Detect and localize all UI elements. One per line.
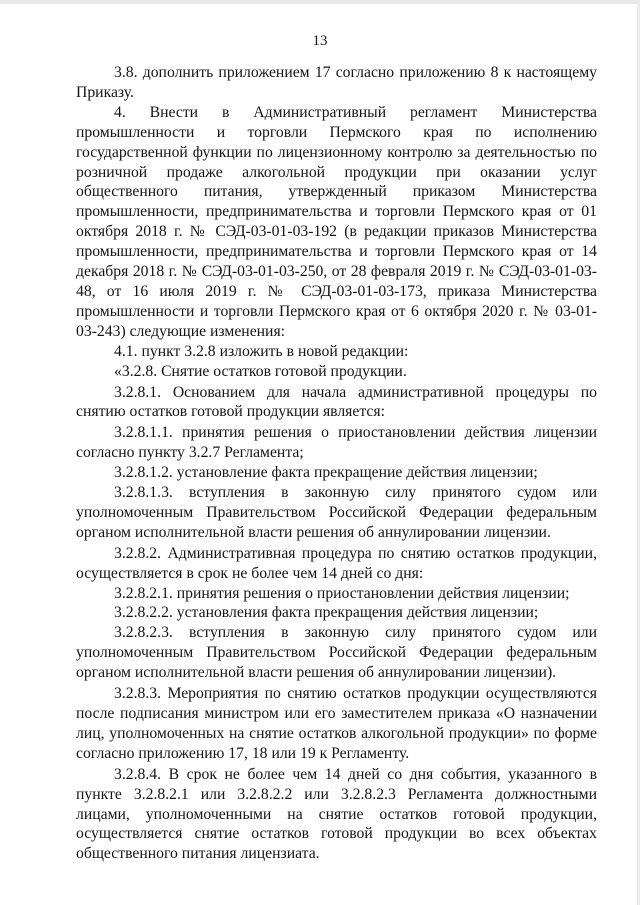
- paragraph-3-2-8-1: 3.2.8.1. Основанием для начала административной процедуры по снятию остатков готовой продукции является:: [76, 383, 597, 421]
- paragraph-3-8: 3.8. дополнить приложением 17 согласно приложению 8 к настоящему Приказу.: [76, 64, 597, 101]
- document-body: [76, 63, 597, 864]
- paragraph-3-2-8-4: 3.2.8.4. В срок не более чем 14 дней со дня события, указанного в пункте 3.2.8.2.1 или 3.2.8.2.2 или 3.2.8.2.3 Регламента должностными лицами, уполномоченными на снятие остатков готовой продукции, осуществляется снятие остатков готовой продукции во всех объектах общественного питания лицензиата.: [76, 765, 597, 863]
- scan-edge-top: [0, 0, 640, 4]
- paragraph-3-2-8-1-1: 3.2.8.1.1. принятия решения о приостановлении действия лицензии согласно пункту 3.2.7 Регламента;: [76, 424, 597, 462]
- paragraph-3-2-8-2-2: 3.2.8.2.2. установления факта прекращения действия лицензии;: [114, 604, 539, 622]
- paragraph-3-2-8-2: 3.2.8.2. Административная процедура по снятию остатков продукции, осуществляется в срок не более чем 14 дней со дня:: [76, 544, 597, 582]
- paragraph-3-2-8-2-3: 3.2.8.2.3. вступления в законную силу принятого судом или уполномоченным Правительством Российской Федерации федеральным органом исполнительной власти решения об аннулировании лицензии).: [76, 624, 597, 682]
- paragraph-3-2-8: «3.2.8. Снятие остатков готовой продукции.: [114, 362, 407, 380]
- paragraph-3-2-8-3: 3.2.8.3. Мероприятия по снятию остатков продукции осуществляются после подписания министром или его заместителем приказа «О назначении лиц, уполномоченных на снятие остатков алкогольной продукции» по форме согласно приложению 17, 18 или 19 к Регламенту.: [76, 685, 597, 762]
- page-number: 13: [312, 33, 328, 49]
- paragraph-4-1: 4.1. пункт 3.2.8 изложить в новой редакции:: [114, 342, 409, 360]
- paragraph-4: 4. Внести в Административный регламент Министерства промышленности и торговли Пермского края по исполнению государственной функции по лицензионному контролю за деятельностью по розничной продаже алкогольной продукции при оказании услуг общественного питания, утвержденный приказом Министерства промышленности, предпринимательства и торговли Пермского края от 01 октября 2018 г. № СЭД-03-01-03-192 (в редакции приказов Министерства промышленности, предпринимательства и торговли Пермского края от 14 декабря 2018 г. № СЭД-03-01-03-250, от 28 февраля 2019 г. № СЭД-03-01-03-48, от 16 июля 2019 г. № СЭД-03-01-03-173, приказа Министерства промышленности и торговли Пермского края от 6 октября 2020 г. № 03-01-03-243) следующие изменения:: [76, 103, 597, 340]
- paragraph-3-2-8-1-2: 3.2.8.1.2. установление факта прекращение действия лицензии;: [114, 464, 538, 482]
- paragraph-3-2-8-1-3: 3.2.8.1.3. вступления в законную силу принятого судом или уполномоченным Правительством Российской Федерации федеральным органом исполнительной власти решения об аннулировании лицензии.: [76, 484, 597, 541]
- paragraph-3-2-8-2-1: 3.2.8.2.1. принятия решения о приостановлении действия лицензии;: [114, 584, 570, 602]
